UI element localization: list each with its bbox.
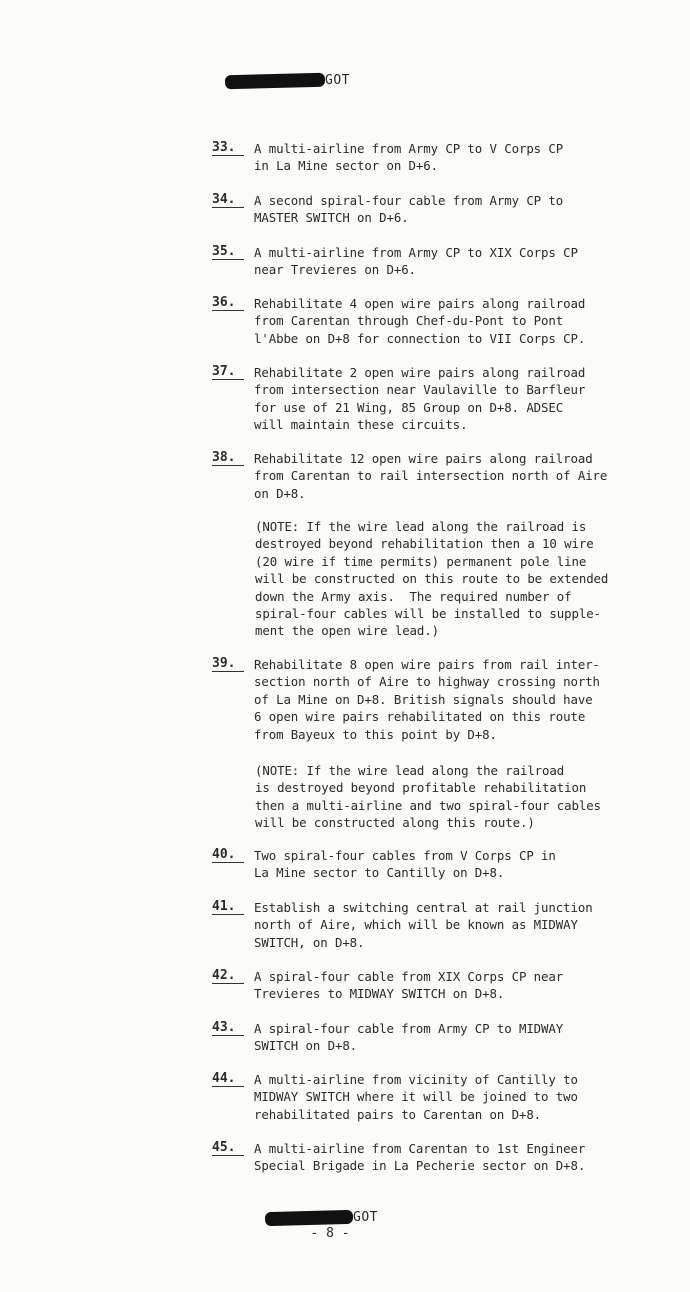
item-number: 39. <box>212 656 244 672</box>
list-item <box>212 192 682 227</box>
item-number: 34. <box>212 192 244 208</box>
list-item <box>212 1140 682 1175</box>
item-number: 41. <box>212 899 244 915</box>
redaction-mark <box>265 1209 353 1225</box>
list-item <box>212 1020 682 1055</box>
redaction-mark <box>225 72 325 89</box>
item-text: Rehabilitate 12 open wire pairs along railroad from Carentan to rail intersection north of Aire on D+8. <box>254 451 608 501</box>
item-text: Establish a switching central at rail junction north of Aire, which will be known as MIDWAY SWITCH, on D+8. <box>254 900 593 950</box>
item-text: A multi-airline from Army CP to XIX Corps CP near Trevieres on D+6. <box>254 245 578 278</box>
item-number: 43. <box>212 1020 244 1036</box>
list-item <box>212 244 682 279</box>
item-text: A second spiral-four cable from Army CP to MASTER SWITCH on D+6. <box>254 193 564 226</box>
item-number: 33. <box>212 140 244 156</box>
list-item <box>212 968 682 1003</box>
item-number: 36. <box>212 295 244 311</box>
header-classification <box>225 73 350 88</box>
item-number: 40. <box>212 847 244 863</box>
list-item <box>212 295 682 347</box>
item-text: Two spiral-four cables from V Corps CP in La Mine sector to Cantilly on D+8. <box>254 848 556 881</box>
footer-classification-text: GOT <box>353 1210 378 1225</box>
item-text: A multi-airline from vicinity of Cantilly to MIDWAY SWITCH where it will be joined to two rehabilitated pairs to Carentan on D+8. <box>254 1072 578 1122</box>
list-item <box>212 450 682 502</box>
item-text: Rehabilitate 8 open wire pairs from rail inter- section north of Aire to highway crossing north of La Mine on D+8. British signals should have 6 open wire pairs rehabilitated on this route from Bayeux to this point by D+8. <box>254 657 600 742</box>
page-number: - 8 - <box>310 1226 350 1241</box>
item-number: 38. <box>212 450 244 466</box>
note-paragraph: (NOTE: If the wire lead along the railroad is destroyed beyond rehabilitation then a 10 wire (20 wire if time permits) permanent pole line will be constructed on this route to be extended down the Army axis. The required number of spiral-four cables will be installed to supple- ment the open wire lead.) <box>255 519 609 639</box>
item-number: 42. <box>212 968 244 984</box>
list-item <box>212 140 682 175</box>
list-item <box>212 847 682 882</box>
header-classification-text: GOT <box>325 73 350 88</box>
item-number: 44. <box>212 1071 244 1087</box>
list-item <box>212 1071 682 1123</box>
footer-classification <box>265 1210 378 1225</box>
item-text: Rehabilitate 2 open wire pairs along railroad from intersection near Vaulaville to Barfleur for use of 21 Wing, 85 Group on D+8. ADSEC will maintain these circuits. <box>254 365 586 433</box>
list-item <box>212 656 682 743</box>
item-number: 35. <box>212 244 244 260</box>
list-item <box>212 899 682 951</box>
item-text: A spiral-four cable from Army CP to MIDWAY SWITCH on D+8. <box>254 1021 564 1054</box>
item-text: A multi-airline from Carentan to 1st Engineer Special Brigade in La Pecherie sector on D+8. <box>254 1141 586 1174</box>
item-text: Rehabilitate 4 open wire pairs along railroad from Carentan through Chef-du-Pont to Pont l'Abbe on D+8 for connection to VII Corps CP. <box>254 296 586 346</box>
item-number: 37. <box>212 364 244 380</box>
note-paragraph: (NOTE: If the wire lead along the railroad is destroyed beyond profitable rehabilitation then a multi-airline and two spiral-four cables will be constructed along this route.) <box>255 763 601 831</box>
item-text: A spiral-four cable from XIX Corps CP near Trevieres to MIDWAY SWITCH on D+8. <box>254 969 564 1002</box>
item-number: 45. <box>212 1140 244 1156</box>
list-item <box>212 364 682 434</box>
item-text: A multi-airline from Army CP to V Corps CP in La Mine sector on D+6. <box>254 141 564 174</box>
